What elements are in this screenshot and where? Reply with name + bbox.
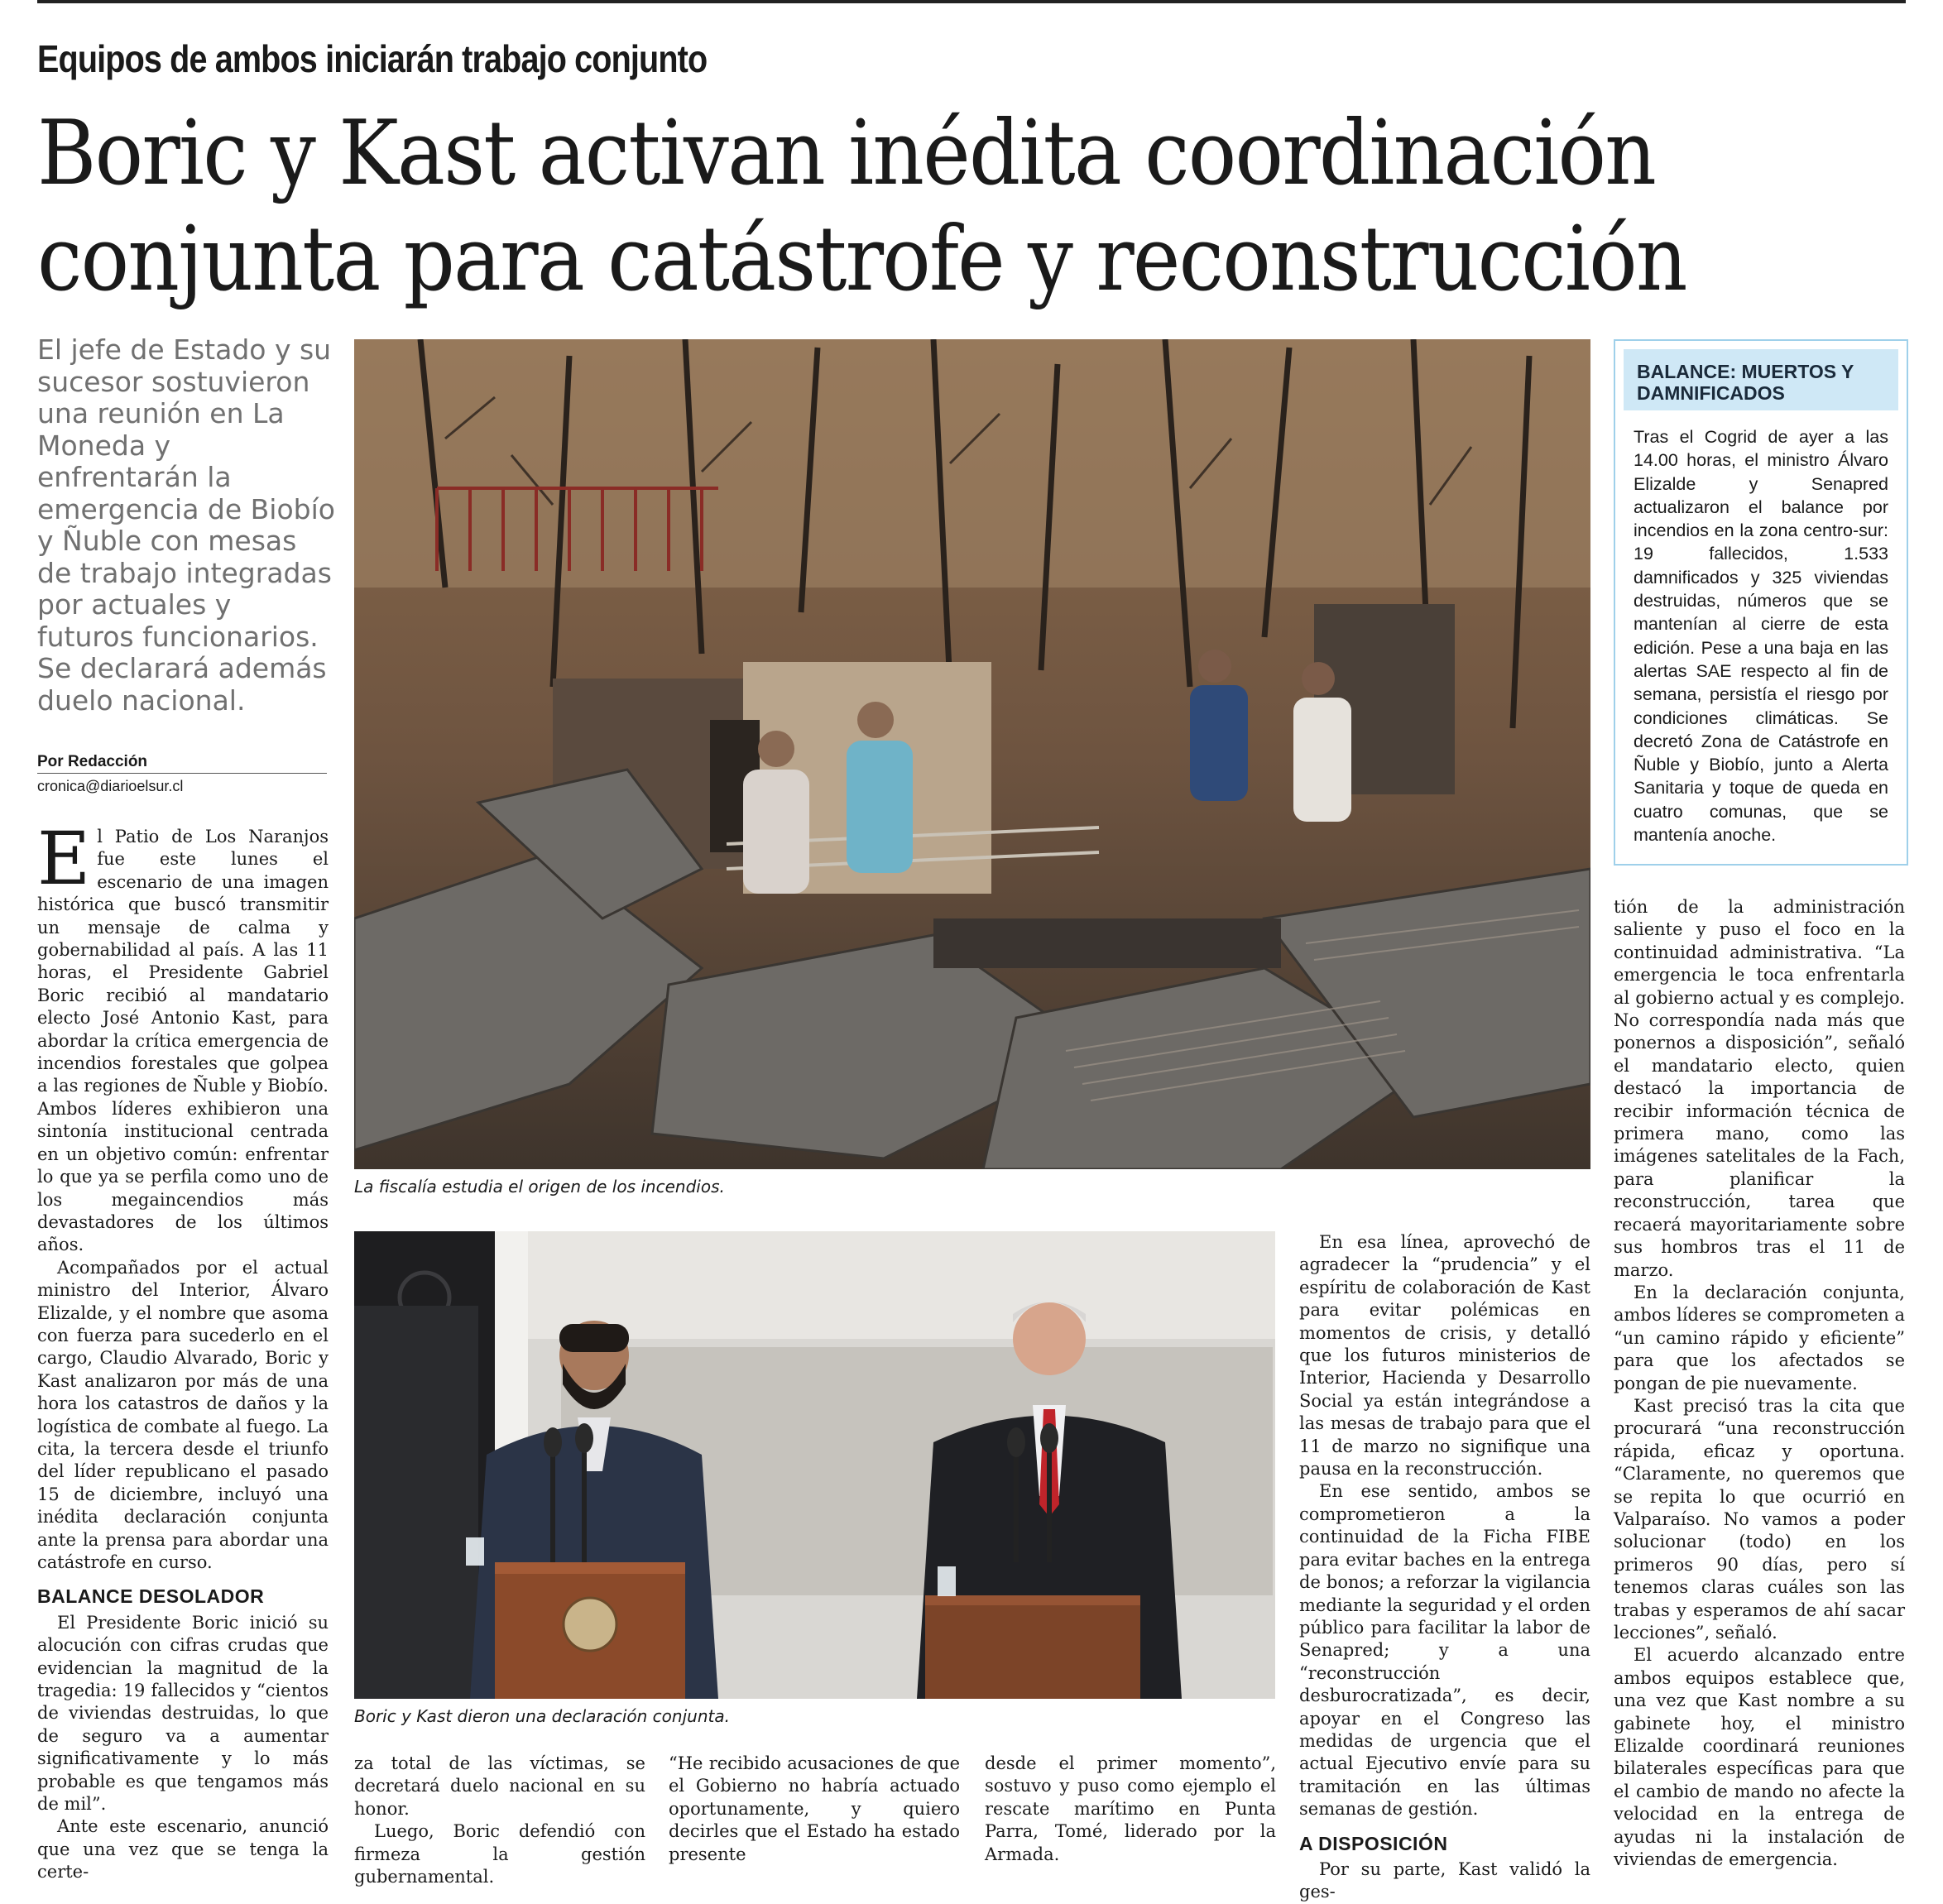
article-column-4 <box>985 1753 1276 1866</box>
article-paragraph: “He recibido acusaciones de que el Gobierno no habría actuado oportunamente, y quiero decirles que el Estado ha estado presente <box>669 1753 960 1864</box>
top-rule <box>37 0 1906 3</box>
press-conference-illustration <box>354 1231 1275 1699</box>
article-paragraph: Por su parte, Kast validó la ges- <box>1299 1858 1590 1902</box>
press-conference-photo <box>354 1231 1275 1699</box>
byline-author: Por Redacción <box>37 753 148 770</box>
fire-photo-caption: La fiscalía estudia el origen de los incendios. <box>354 1177 725 1197</box>
headline-line-2: conjunta para catástrofe y reconstrucción <box>37 208 1686 311</box>
byline-email: cronica@diarioelsur.cl <box>37 778 184 794</box>
article-paragraph: En esa línea, aprovechó de agradecer la “prudencia” y el espíritu de colaboración de Kast para evitar polémicas en momentos de crisis, y detalló que los futuros ministerios de Interior, Hacienda y Desarrollo Social ya están integrándose a las mesas de trabajo para que el 11 de marzo no signifique una pausa en la reconstrucción. <box>1299 1232 1590 1480</box>
kicker: Equipos de ambos iniciarán trabajo conjunto <box>37 37 708 80</box>
article-column-3 <box>669 1753 960 1866</box>
article-column-1 <box>37 816 329 1884</box>
press-photo-caption: Boric y Kast dieron una declaración conjunta. <box>354 1706 730 1726</box>
article-paragraph: Ante este escenario, anunció que una vez que se tenga la certe- <box>37 1816 329 1882</box>
fire-damage-photo <box>354 339 1590 1169</box>
article-column-6 <box>1614 896 1905 1871</box>
article-column-2 <box>354 1753 645 1888</box>
article-paragraph: En ese sentido, ambos se comprometieron a la continuidad de la Ficha FIBE para evitar baches en la entrega de bonos; a reforzar la vigilancia mediante la seguridad y el orden público para facilitar la labor de Senapred; y a una “reconstrucción desburocratizada”, es decir, apoyar en el Congreso las medidas de urgencia que el actual Ejecutivo envíe para su tramitación en las últimas semanas de gestión. <box>1299 1481 1590 1820</box>
article-paragraph: En la declaración conjunta, ambos líderes se comprometen a “un camino rápido y eficiente” para que los afectados se pongan de pie nuevamente. <box>1614 1282 1905 1393</box>
section-subhead: A DISPOSICIÓN <box>1299 1832 1448 1854</box>
article-paragraph: za total de las víctimas, se decretará duelo nacional en su honor. <box>354 1753 645 1819</box>
article-paragraph: Luego, Boric defendió con firmeza la gestión gubernamental. <box>354 1821 645 1887</box>
lead-paragraph: El jefe de Estado y su sucesor sostuvieron una reunión en La Moneda y enfrentarán la emergencia de Biobío y Ñuble con mesas de trabajo integradas por actuales y futuros funcionarios. Se declarará además duelo nacional. <box>37 333 335 717</box>
headline <box>37 101 1906 313</box>
section-subhead: BALANCE DESOLADOR <box>37 1585 265 1608</box>
fire-damage-illustration <box>354 339 1590 1169</box>
article-paragraph: desde el primer momento”, sostuvo y puso como ejemplo el rescate marítimo en Punta Parra, Tomé, liderado por la Armada. <box>985 1753 1276 1864</box>
sidebar-box <box>1614 339 1908 866</box>
article-paragraph: El Presidente Boric inició su alocución con cifras crudas que evidencian la magnitud de la tragedia: 19 fallecidos y “cientos de viviendas destruidas, lo que de seguro va a aumentar significativamente y lo más probable es que tengamos más de mil”. <box>37 1612 329 1815</box>
article-paragraph: l Patio de Los Naranjos fue este lunes el escenario de una imagen histórica que buscó transmitir un mensaje de calma y gobernabilidad al país. A las 11 horas, el Presidente Gabriel Boric recibió al mandatario electo José Antonio Kast, para abordar la crítica emergencia de incendios forestales que golpea a las regiones de Ñuble y Biobío. Ambos líderes exhibieron una sintonía institucional centrada en un objetivo común: enfrentar lo que ya se perfila como uno de los megaincendios más devastadores de los últimos años. <box>37 827 329 1255</box>
sidebar-title: BALANCE: MUERTOS Y DAMNIFICADOS <box>1624 349 1898 410</box>
article-column-5 <box>1299 1231 1590 1904</box>
headline-line-1: Boric y Kast activan inédita coordinación <box>37 102 1656 205</box>
article-paragraph: Acompañados por el actual ministro del Interior, Álvaro Elizalde, y el nombre que asoma con fuerza para sucederlo en el cargo, Claudio Alvarado, Boric y Kast analizaron por más de una hora los catastros de daños y la logística de combate al fuego. La cita, la tercera desde el triunfo del líder republicano el pasado 15 de diciembre, incluyó una inédita declaración conjunta ante la prensa para abordar una catástrofe en curso. <box>37 1257 329 1572</box>
byline-divider <box>37 773 327 774</box>
article-paragraph: tión de la administración saliente y puso el foco en la continuidad administrativa. “La emergencia le toca enfrentarla al gobierno actual y es complejo. No correspondía nada más que ponernos a disposición”, señaló el mandatario electo, quien destacó la importancia de recibir información técnica de primera mano, como las imágenes satelitales de la Fach, para planificar la reconstrucción, tarea que recaerá mayoritariamente sobre sus hombros tras el 11 de marzo. <box>1614 897 1905 1280</box>
sidebar-body: Tras el Cogrid de ayer a las 14.00 horas, el ministro Álvaro Elizalde y Senapred actualizaron el balance por incendios en la zona centro-sur: 19 fallecidos, 1.533 damnificados y 325 viviendas destruidas, números que se mantenían al cierre de esta edición. Pese a una baja en las alertas SAE respecto al fin de semana, persistía el riesgo por condiciones climáticas. Se decretó Zona de Catástrofe en Ñuble y Biobío, junto a Alerta Sanitaria y toque de queda en cuatro comunas, que se mantenía anoche. <box>1634 427 1888 846</box>
drop-cap: E <box>37 816 91 901</box>
article-paragraph: Kast precisó tras la cita que procurará “una reconstrucción rápida, eficaz y oportuna. “Claramente, no queremos que se repita lo que ocurrió en Valparaíso. No vamos a poder solucionar (todo) en los primeros 90 días, pero sí tenemos claras cuáles son las trabas y esperamos de ahí sacar lecciones”, señaló. <box>1614 1395 1905 1643</box>
article-paragraph: El acuerdo alcanzado entre ambos equipos establece que, una vez que Kast nombre a su gabinete hoy, el ministro Elizalde coordinará reuniones bilaterales específicas para que el cambio de mando no afecte la velocidad en la entrega de ayudas ni la instalación de viviendas de emergencia. <box>1614 1645 1905 1870</box>
